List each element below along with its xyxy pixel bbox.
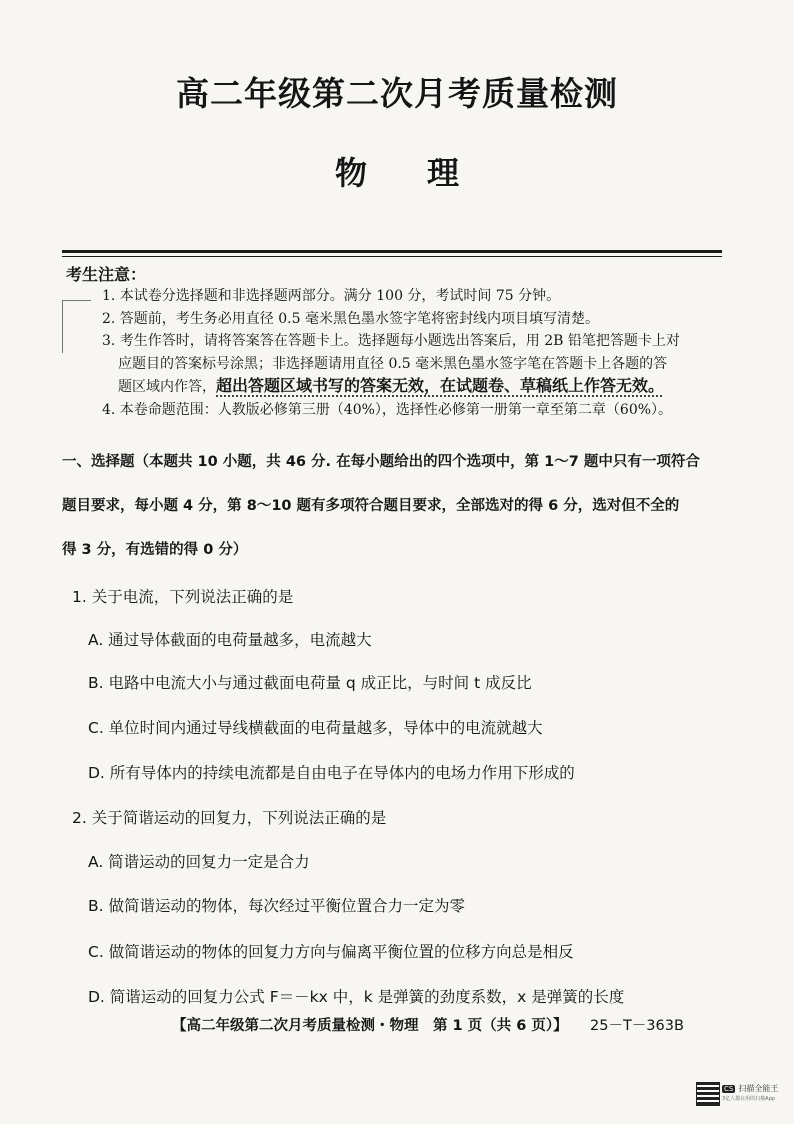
question-2-stem: 2. 关于简谐运动的回复力，下列说法正确的是 [72, 809, 387, 827]
footer-exam-code: 25－T－363B [590, 1018, 684, 1034]
question-1-option-d: D. 所有导体内的持续电流都是自由电子在导体内的电场力作用下形成的 [88, 764, 575, 782]
header-rule-thin [62, 256, 722, 257]
scanner-sublabel: 3亿人都在用的扫描App [722, 1096, 775, 1102]
notice-heading: 考生注意： [66, 265, 147, 284]
question-2-option-d: D. 简谐运动的回复力公式 F＝－kx 中，k 是弹簧的劲度系数，x 是弹簧的长度 [88, 988, 625, 1006]
notice-item-2: 2. 答题前，考生务必用直径 0.5 毫米黑色墨水签字笔将密封线内项目填写清楚。 [102, 310, 599, 327]
question-2-option-c: C. 做简谐运动的物体的回复力方向与偏离平衡位置的位移方向总是相反 [88, 943, 574, 961]
notice-item-3-prefix: 题区域内作答， [118, 379, 216, 395]
question-2-option-b: B. 做简谐运动的物体，每次经过平衡位置合力一定为零 [88, 897, 465, 915]
scanner-watermark [722, 1083, 778, 1102]
qr-code-icon [696, 1082, 720, 1106]
subject-title: 物理 [334, 154, 519, 192]
question-1-option-b: B. 电路中电流大小与通过截面电荷量 q 成正比，与时间 t 成反比 [88, 674, 532, 692]
section-line-1: 一、选择题（本题共 10 小题，共 46 分. 在每小题给出的四个选项中，第 1～7 题中只有一项符合 [62, 454, 700, 470]
notice-item-1: 1. 本试卷分选择题和非选择题两部分。满分 100 分，考试时间 75 分钟。 [102, 288, 561, 304]
notice-bracket [62, 300, 91, 353]
question-1-option-c: C. 单位时间内通过导线横截面的电荷量越多，导体中的电流就越大 [88, 719, 543, 737]
notice-item-4: 4. 本卷命题范围：人教版必修第三册（40%），选择性必修第一册第一章至第二章（60%）。 [102, 401, 673, 418]
question-1-option-a: A. 通过导体截面的电荷量越多，电流越大 [88, 631, 372, 649]
section-line-2: 题目要求，每小题 4 分，第 8～10 题有多项符合题目要求，全部选对的得 6 分，选对但不全的 [62, 498, 680, 514]
scanner-label: 扫描全能王 [738, 1084, 779, 1093]
scanner-logo-icon: CS [724, 1085, 734, 1093]
exam-title: 高二年级第二次月考质量检测 [176, 74, 618, 113]
question-1-stem: 1. 关于电流，下列说法正确的是 [72, 588, 294, 606]
header-rule-thick [62, 250, 722, 253]
footer-page-info: 【高二年级第二次月考质量检测・物理 第 1 页（共 6 页）】 [172, 1018, 568, 1034]
section-heading [62, 440, 724, 572]
notice-list [102, 285, 722, 421]
question-2-option-a: A. 简谐运动的回复力一定是合力 [88, 853, 310, 871]
notice-item-3-cont2 [102, 375, 722, 399]
notice-emphasis: 超出答题区域书写的答案无效，在试题卷、草稿纸上作答无效。 [216, 376, 665, 395]
notice-item-3-cont: 应题目的答案标号涂黑；非选择题请用直径 0.5 毫米黑色墨水签字笔在答题卡上各题的答 [118, 355, 668, 372]
section-line-3: 得 3 分，有选错的得 0 分） [62, 542, 248, 558]
notice-item-3: 3. 考生作答时，请将答案答在答题卡上。选择题每小题选出答案后，用 2B 铅笔把答题卡上对 [102, 333, 680, 349]
